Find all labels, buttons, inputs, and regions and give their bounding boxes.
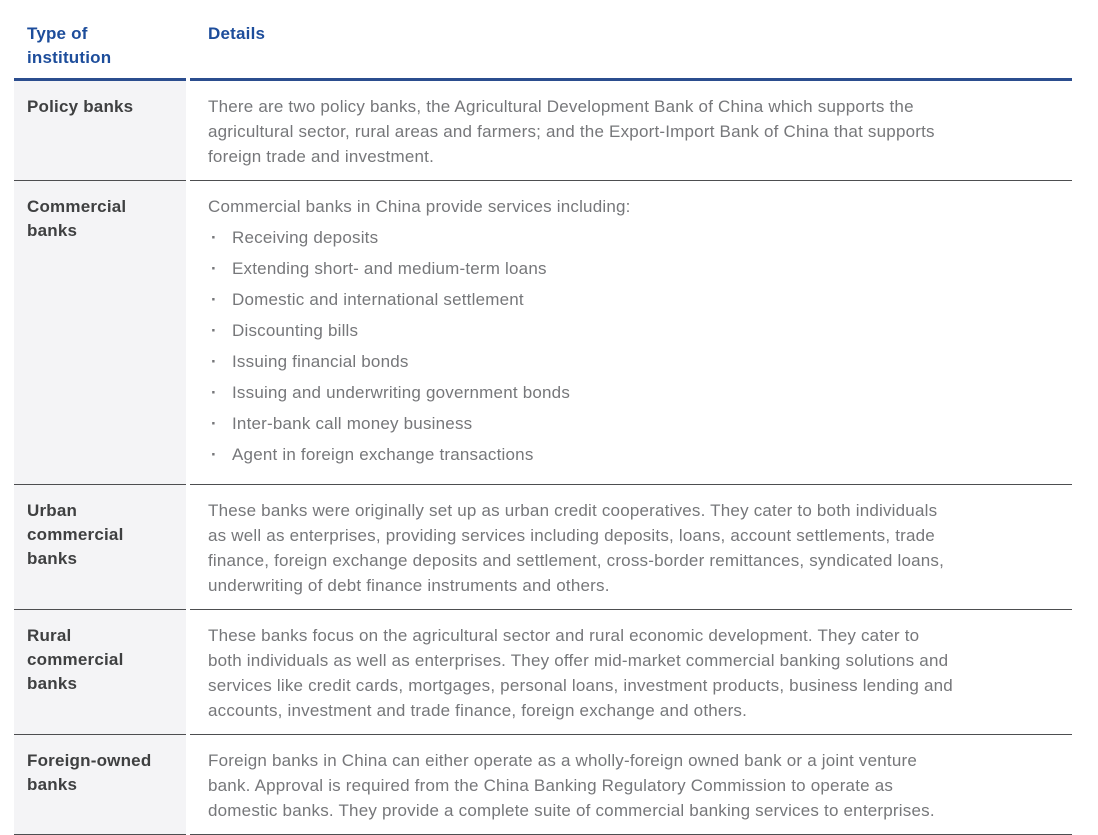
institution-type-label: Urban commercial banks [27,501,124,568]
details-cell [190,735,1072,835]
type-cell [14,485,186,610]
details-intro-paragraph: Commercial banks in China provide services including: [208,197,631,216]
table-row-foreign-owned-banks [14,735,1072,835]
bank-types-table [14,14,1072,835]
bullet-item: · Agent in foreign exchange transactions [208,442,977,467]
table-row-rural-commercial-banks [14,610,1072,735]
table-row-urban-commercial-banks [14,485,1072,610]
table-header-row [14,14,1072,81]
type-cell [14,610,186,735]
bullet-item: · Receiving deposits [208,225,977,250]
details-paragraph: These banks focus on the agricultural sector and rural economic development. They cater to both individuals as well as enterprises. They offer mid-market commercial banking solutions and services like credit cards, mortgages, personal loans, investment products, business lending and accounts, investment and trade finance, foreign exchange and others. [208,626,953,720]
details-paragraph: There are two policy banks, the Agricultural Development Bank of China which supports the agricultural sector, rural areas and farmers; and the Export-Import Bank of China that supports foreign trade and investment. [208,97,935,166]
bullet-item: · Issuing and underwriting government bonds [208,380,977,405]
details-cell [190,485,1072,610]
details-cell [190,610,1072,735]
details-paragraph: These banks were originally set up as urban credit cooperatives. They cater to both individuals as well as enterprises, providing services including deposits, loans, account settlements, trade finance, foreign exchange deposits and settlement, cross-border remittances, syndicated loans, underwriting of debt finance instruments and others. [208,501,945,595]
institution-type-label: Commercial banks [27,197,127,240]
type-cell [14,81,186,181]
table-row-policy-banks [14,81,1072,181]
details-cell [190,81,1072,181]
bullet-item: · Issuing financial bonds [208,349,977,374]
bullet-item: · Inter-bank call money business [208,411,977,436]
bullet-item: · Discounting bills [208,318,977,343]
table-row-commercial-banks [14,181,1072,485]
bullet-item: · Domestic and international settlement [208,287,977,312]
column-header-details: Details [190,14,1072,81]
column-header-type-of-institution: Type of institution [14,14,186,81]
type-cell [14,735,186,835]
institution-type-label: Rural commercial banks [27,626,124,693]
bullet-item: · Extending short- and medium-term loans [208,256,977,281]
details-cell [190,181,1072,485]
type-cell [14,181,186,485]
details-paragraph: Foreign banks in China can either operate as a wholly-foreign owned bank or a joint venture bank. Approval is required from the China Banking Regulatory Commission to operate as domestic banks. They provide a complete suite of commercial banking services to enterprises. [208,751,935,820]
institution-type-label: Foreign-owned banks [27,751,152,794]
institution-type-label: Policy banks [27,97,134,116]
services-bullet-list [208,225,1062,467]
